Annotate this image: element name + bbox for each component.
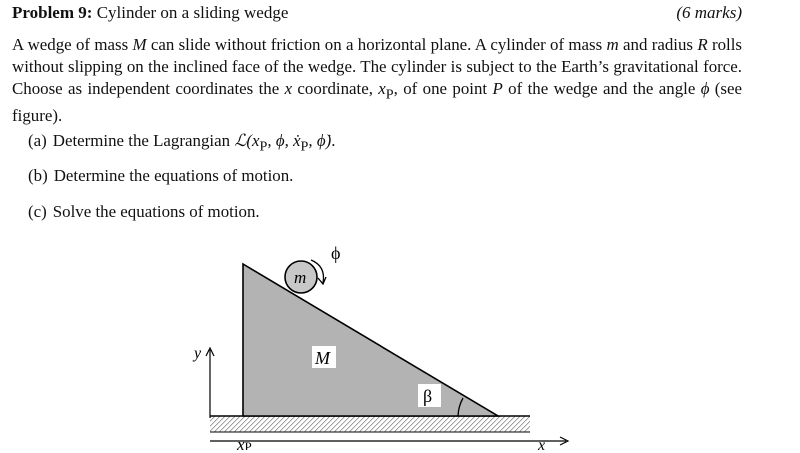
math-cylinder-mass: m xyxy=(606,35,619,54)
part-a-sub-1: P xyxy=(259,138,268,155)
part-a-period: . xyxy=(331,131,336,150)
figure-svg xyxy=(180,236,580,450)
statement-text-8: (see figure). xyxy=(12,79,743,126)
statement-paragraph xyxy=(12,34,742,127)
statement-text-5: coordinate, xyxy=(292,79,379,98)
part-a-label: (a) xyxy=(28,131,47,150)
cylinder-label: m xyxy=(294,268,307,287)
statement-text-1: A wedge of mass xyxy=(12,35,133,54)
math-wedge-mass: M xyxy=(132,35,147,54)
part-a-text: Determine the Lagrangian xyxy=(52,131,235,150)
wedge xyxy=(243,264,498,416)
math-xp-subscript: P xyxy=(385,86,394,103)
math-radius: R xyxy=(697,35,708,54)
statement-text-2: can slide without friction on a horizontal plane. A cylinder of mass xyxy=(146,35,607,54)
statement-text-4: rolls without slipping on the inclined face of the wedge. The cylinder is subject to the Earth’s gravitational force. Choose as independent coordinates the xyxy=(12,35,742,98)
wedge-cylinder-figure xyxy=(180,236,580,450)
part-c-label: (c) xyxy=(28,202,47,221)
math-phi: ϕ xyxy=(700,79,710,98)
part-a-lagrangian-end: , ϕ̇) xyxy=(308,131,332,150)
statement-text-3: and radius xyxy=(618,35,698,54)
statement-text-7: of the wedge and the angle xyxy=(502,79,701,98)
problem-number: Problem 9 xyxy=(12,3,87,22)
problem-header xyxy=(12,3,742,27)
part-b-label: (b) xyxy=(28,166,48,185)
part-a-sub-2: P xyxy=(300,138,309,155)
problem-statement xyxy=(12,34,742,127)
problem-name: Cylinder on a sliding wedge xyxy=(92,3,289,22)
wedge-label: M xyxy=(315,348,330,368)
part-c xyxy=(28,202,260,222)
part-c-text: Solve the equations of motion. xyxy=(52,202,260,221)
point-label xyxy=(236,435,252,450)
rotation-arrowhead xyxy=(318,277,326,284)
rotation-label: ϕ xyxy=(331,243,341,263)
point-label-subscript: P xyxy=(244,439,252,450)
math-x-coordinate: x xyxy=(284,79,293,98)
math-point-p: P xyxy=(492,79,503,98)
part-b-text: Determine the equations of motion. xyxy=(53,166,294,185)
part-a-lagrangian-args: , ϕ, ẋ xyxy=(267,131,301,150)
part-a xyxy=(28,130,335,155)
part-b xyxy=(28,166,293,186)
problem-colon: : xyxy=(86,3,93,22)
problem-marks: (6 marks) xyxy=(676,3,742,22)
point-label-main: x xyxy=(237,435,245,450)
y-axis-label: y xyxy=(194,345,202,362)
x-axis-label: x xyxy=(538,437,546,450)
problem-title xyxy=(12,3,288,23)
angle-label: β xyxy=(423,386,433,406)
ground-hatching xyxy=(210,416,530,432)
math-xp: x xyxy=(378,79,386,98)
part-a-lagrangian: ℒ(x xyxy=(234,131,260,150)
statement-text-6: , of one point xyxy=(393,79,493,98)
